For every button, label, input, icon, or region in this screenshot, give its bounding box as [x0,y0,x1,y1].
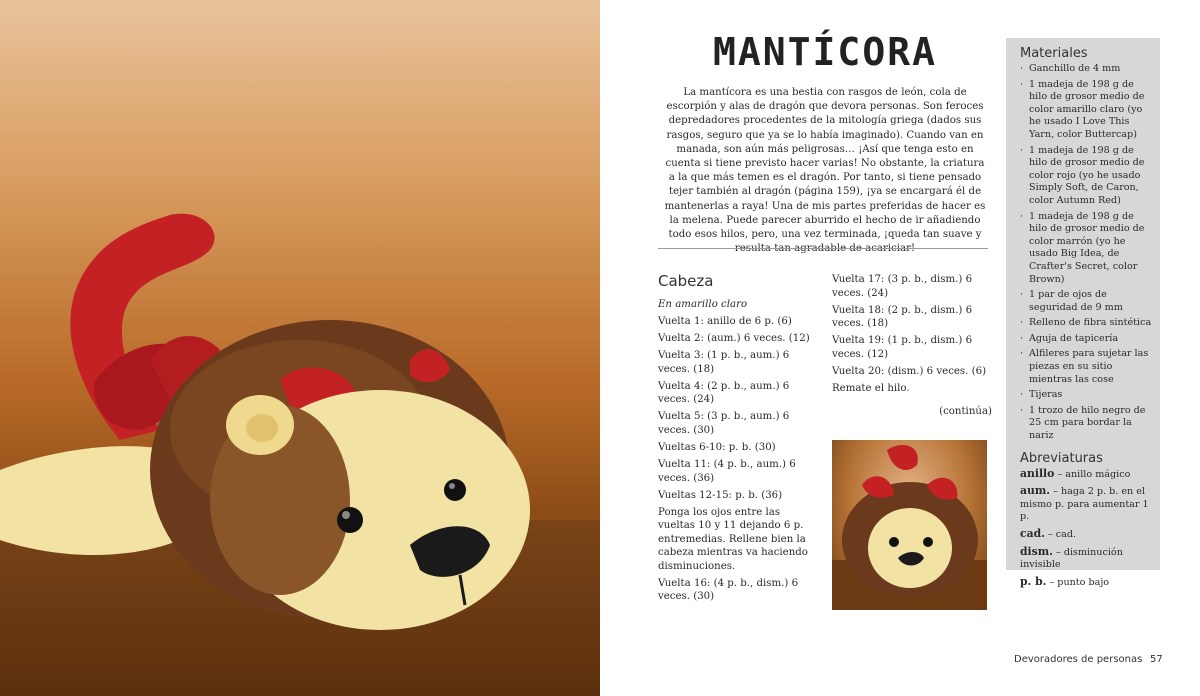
page-number: 57 [1150,654,1163,665]
abbr-def: punto bajo [1057,576,1110,588]
materials-sidebar [1006,38,1160,588]
color-note: En amarillo claro [658,299,748,310]
materials-item: · Aguja de tapicería [1020,333,1152,346]
pattern-row: Vuelta 20: (dism.) 6 veces. (6) [832,365,987,377]
pattern-row: Vuelta 16: (4 p. b., dism.) 6 veces. (30) [658,577,799,603]
divider [658,248,988,249]
head-photo [832,440,987,610]
materials-title: Materiales [1020,46,1088,61]
pattern-row: Remate el hilo. [832,382,910,394]
abbr-def: haga 2 p. b. en el mismo p. para aumentar 1 p. [1020,486,1149,523]
pattern-column-1 [658,298,818,608]
abbr-def: cad. [1055,529,1077,540]
materials-item: · 1 madeja de 198 g de hilo de grosor medio de color amarillo claro (yo he usado I Love This Yarn, color Buttercap) [1020,79,1152,142]
materials-item: · 1 madeja de 198 g de hilo de grosor medio de color rojo (yo he usado Simply Soft, de Caron, color Autumn Red) [1020,145,1152,208]
text-page [600,0,1200,696]
abbr-def: anillo mágico [1065,468,1131,480]
abbr-term: p. b. [1020,574,1047,588]
pattern-column-2 [832,273,992,419]
pattern-row: Vuelta 2: (aum.) 6 veces. (12) [658,333,810,345]
abbr-term: aum. [1020,484,1051,498]
materials-item: · Alfileres para sujetar las piezas en su sitio mientras las cose [1020,348,1152,386]
abbreviations-list [1006,468,1160,590]
pattern-row: Vueltas 6-10: p. b. (30) [658,442,776,454]
pattern-row: Vuelta 1: anillo de 6 p. (6) [658,316,792,328]
pattern-row: Vuelta 19: (1 p. b., dism.) 6 veces. (12) [832,335,973,360]
abbreviation-entry: cad. – cad. [1020,527,1077,540]
continua-label: (continúa) [939,406,992,418]
section-title: Cabeza [658,272,714,290]
pattern-row: Vuelta 18: (2 p. b., dism.) 6 veces. (18) [832,304,973,330]
pattern-row: Vuelta 11: (4 p. b., aum.) 6 veces. (36) [658,459,796,484]
abbreviation-entry: aum. – haga 2 p. b. en el mismo p. para aumentar 1 p. [1020,484,1149,523]
materials-item: · 1 madeja de 198 g de hilo de grosor medio de color marrón (yo he usado Big Idea, de Crafter's Secret, color Brown) [1020,211,1152,287]
abbreviation-entry: anillo – anillo mágico [1020,466,1131,480]
materials-item: · Tijeras [1020,389,1152,402]
pattern-row: Vuelta 3: (1 p. b., aum.) 6 veces. (18) [658,350,790,375]
abbr-term: dism. [1020,544,1053,558]
abbr-def: disminución invisible [1020,546,1123,571]
pattern-row: Vueltas 12-15: p. b. (36) [658,489,783,501]
materials-item: · 1 par de ojos de seguridad de 9 mm [1020,289,1152,314]
pattern-row: Vuelta 5: (3 p. b., aum.) 6 veces. (30) [658,411,790,436]
pattern-note: Ponga los ojos entre las vueltas 10 y 11 dejando 6 p. entremedias. Rellene bien la cabeza mientras va haciendo disminuciones. [658,506,808,572]
abbr-term: anillo [1020,466,1055,480]
page-title: MANTÍCORA [713,30,937,74]
manticore-head-photo [832,440,987,610]
materials-item: · Ganchillo de 4 mm [1020,63,1152,76]
intro-paragraph: La mantícora es una bestia con rasgos de león, cola de escorpión y alas de dragón que devora personas. Son feroces depredadores procedentes de la mitología griega (dados sus rasgos, seguro que ya se lo había imaginado). Cuando van en manada, son aún más peligrosas… ¡Así que tenga esto en cuenta si tiene previsto hacer varias! No obstante, la criatura a la que más temen es el dragón. Por tanto, si tiene pensado tejer también al dragón (página 159), ¡ya se encargará él de mantenerlas a raya! Una de mis partes preferidas de hacer es la melena. Puede parecer aburrido el hecho de ir añadiendo todo esos hilos, pero, una vez terminada, ¡queda tan suave y resulta tan agradable de acariciar! [664,87,986,255]
abbreviations-title: Abreviaturas [1020,450,1103,466]
running-footer: Devoradores de personas [1014,654,1143,665]
pattern-row: Vuelta 4: (2 p. b., aum.) 6 veces. (24) [658,380,790,406]
pattern-row: Vuelta 17: (3 p. b., dism.) 6 veces. (24) [832,274,973,299]
abbreviation-entry: p. b. – punto bajo [1020,574,1110,588]
materials-list [1006,63,1160,443]
materials-item: · 1 trozo de hilo negro de 25 cm para bordar la nariz [1020,405,1152,443]
abbreviation-entry: dism. – disminución invisible [1020,544,1123,571]
abbr-term: cad. [1020,527,1045,540]
materials-item: · Relleno de fibra sintética [1020,317,1152,330]
